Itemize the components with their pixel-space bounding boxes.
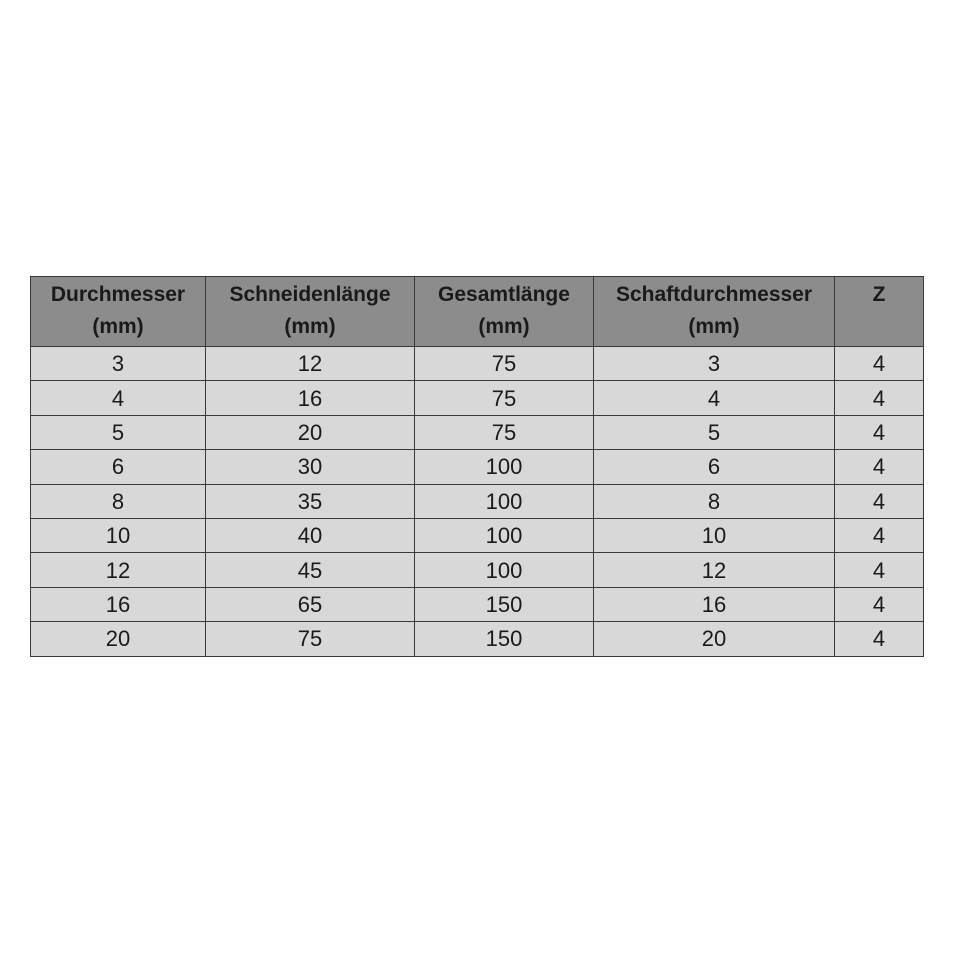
cell-durchmesser: 4 [31, 381, 206, 415]
cell-schneidenlaenge: 65 [206, 587, 415, 621]
header-z-label: Z [872, 283, 886, 306]
cell-schneidenlaenge: 30 [206, 450, 415, 484]
header-gesamtlaenge [415, 277, 594, 347]
cell-schaftdurchmesser: 16 [594, 587, 835, 621]
header-schneidenlaenge-label: Schneidenlänge [229, 283, 391, 306]
header-schneidenlaenge-unit: (mm) [284, 315, 336, 338]
cell-durchmesser: 10 [31, 518, 206, 552]
cell-gesamtlaenge: 75 [415, 381, 594, 415]
cell-schaftdurchmesser: 10 [594, 518, 835, 552]
header-z [835, 277, 924, 347]
cell-gesamtlaenge: 150 [415, 622, 594, 656]
table-row [31, 622, 924, 656]
cell-schneidenlaenge: 75 [206, 622, 415, 656]
cell-durchmesser: 6 [31, 450, 206, 484]
cell-gesamtlaenge: 75 [415, 347, 594, 381]
table-row [31, 450, 924, 484]
table-row [31, 587, 924, 621]
cell-durchmesser: 5 [31, 415, 206, 449]
cell-gesamtlaenge: 100 [415, 450, 594, 484]
table-row [31, 553, 924, 587]
header-durchmesser-unit: (mm) [92, 315, 144, 338]
cell-schaftdurchmesser: 4 [594, 381, 835, 415]
cell-schaftdurchmesser: 8 [594, 484, 835, 518]
cell-schneidenlaenge: 20 [206, 415, 415, 449]
cell-durchmesser: 20 [31, 622, 206, 656]
cell-gesamtlaenge: 75 [415, 415, 594, 449]
cell-schneidenlaenge: 16 [206, 381, 415, 415]
header-schneidenlaenge [206, 277, 415, 347]
header-schaftdurchmesser [594, 277, 835, 347]
cell-schaftdurchmesser: 6 [594, 450, 835, 484]
cell-schneidenlaenge: 12 [206, 347, 415, 381]
table-row [31, 347, 924, 381]
cell-z: 4 [835, 484, 924, 518]
cell-z: 4 [835, 518, 924, 552]
header-schaftdurchmesser-label: Schaftdurchmesser [615, 283, 813, 306]
header-durchmesser [31, 277, 206, 347]
header-schaftdurchmesser-unit: (mm) [688, 315, 740, 338]
header-durchmesser-label: Durchmesser [50, 283, 186, 306]
cell-z: 4 [835, 347, 924, 381]
cell-durchmesser: 12 [31, 553, 206, 587]
header-gesamtlaenge-label: Gesamtlänge [438, 283, 570, 306]
cell-z: 4 [835, 450, 924, 484]
cell-schneidenlaenge: 45 [206, 553, 415, 587]
cell-schneidenlaenge: 40 [206, 518, 415, 552]
cell-schaftdurchmesser: 5 [594, 415, 835, 449]
cell-z: 4 [835, 553, 924, 587]
cell-schaftdurchmesser: 20 [594, 622, 835, 656]
cell-schaftdurchmesser: 3 [594, 347, 835, 381]
cell-z: 4 [835, 622, 924, 656]
cell-durchmesser: 3 [31, 347, 206, 381]
table-row [31, 381, 924, 415]
cell-gesamtlaenge: 100 [415, 553, 594, 587]
table-row [31, 484, 924, 518]
specification-table [30, 276, 924, 657]
cell-gesamtlaenge: 150 [415, 587, 594, 621]
cell-schneidenlaenge: 35 [206, 484, 415, 518]
cell-z: 4 [835, 381, 924, 415]
cell-gesamtlaenge: 100 [415, 484, 594, 518]
table-row [31, 518, 924, 552]
header-gesamtlaenge-unit: (mm) [478, 315, 530, 338]
table-header-row [31, 277, 924, 347]
cell-durchmesser: 16 [31, 587, 206, 621]
cell-gesamtlaenge: 100 [415, 518, 594, 552]
cell-z: 4 [835, 415, 924, 449]
table-row [31, 415, 924, 449]
cell-durchmesser: 8 [31, 484, 206, 518]
cell-schaftdurchmesser: 12 [594, 553, 835, 587]
cell-z: 4 [835, 587, 924, 621]
